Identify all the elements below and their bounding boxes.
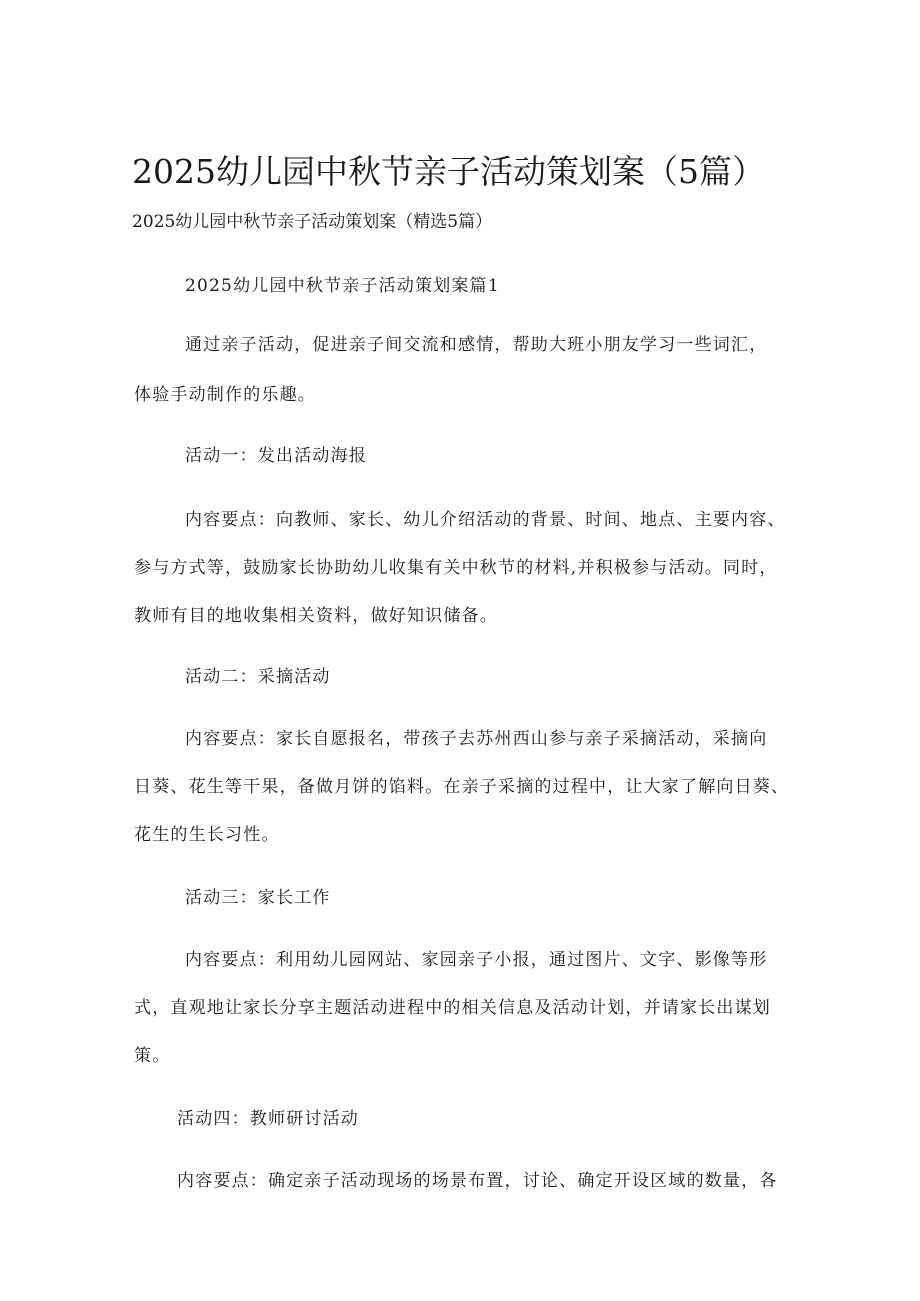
activity-1-line-3: 教师有目的地收集相关资料，做好知识储备。 xyxy=(134,606,498,626)
intro-line-2: 体验手动制作的乐趣。 xyxy=(134,385,316,405)
activity-2-line-2: 日葵、花生等干果，备做月饼的馅料。在亲子采摘的过程中，让大家了解向日葵、 xyxy=(134,777,790,797)
activity-1-heading: 活动一：发出活动海报 xyxy=(185,446,367,466)
activity-4-line-1: 内容要点：确定亲子活动现场的场景布置，讨论、确定开设区域的数量，各 xyxy=(177,1171,778,1191)
activity-1-line-2: 参与方式等，鼓励家长协助幼儿收集有关中秋节的材料,并积极参与活动。同时， xyxy=(134,558,778,578)
activity-3-line-2: 式，直观地让家长分享主题活动进程中的相关信息及活动计划，并请家长出谋划 xyxy=(134,998,771,1018)
activity-3-line-1: 内容要点：利用幼儿园网站、家园亲子小报，通过图片、文字、影像等形 xyxy=(185,950,768,970)
activity-2-heading: 活动二：采摘活动 xyxy=(185,667,331,687)
activity-1-line-1: 内容要点：向教师、家长、幼儿介绍活动的背景、时间、地点、主要内容、 xyxy=(185,510,786,530)
section-heading: 2025幼儿园中秋节亲子活动策划案篇1 xyxy=(185,276,500,296)
intro-line-1: 通过亲子活动，促进亲子间交流和感情，帮助大班小朋友学习一些词汇， xyxy=(185,335,768,355)
activity-4-heading: 活动四：教师研讨活动 xyxy=(177,1109,359,1129)
activity-3-line-3: 策。 xyxy=(134,1046,171,1066)
document-title: 2025幼儿园中秋节亲子活动策划案（5篇） xyxy=(132,152,765,191)
activity-2-line-1: 内容要点：家长自愿报名，带孩子去苏州西山参与亲子采摘活动，采摘向 xyxy=(185,729,768,749)
activity-2-line-3: 花生的生长习性。 xyxy=(134,825,280,845)
document-subtitle: 2025幼儿园中秋节亲子活动策划案（精选5篇） xyxy=(132,212,493,232)
activity-3-heading: 活动三：家长工作 xyxy=(185,888,331,908)
